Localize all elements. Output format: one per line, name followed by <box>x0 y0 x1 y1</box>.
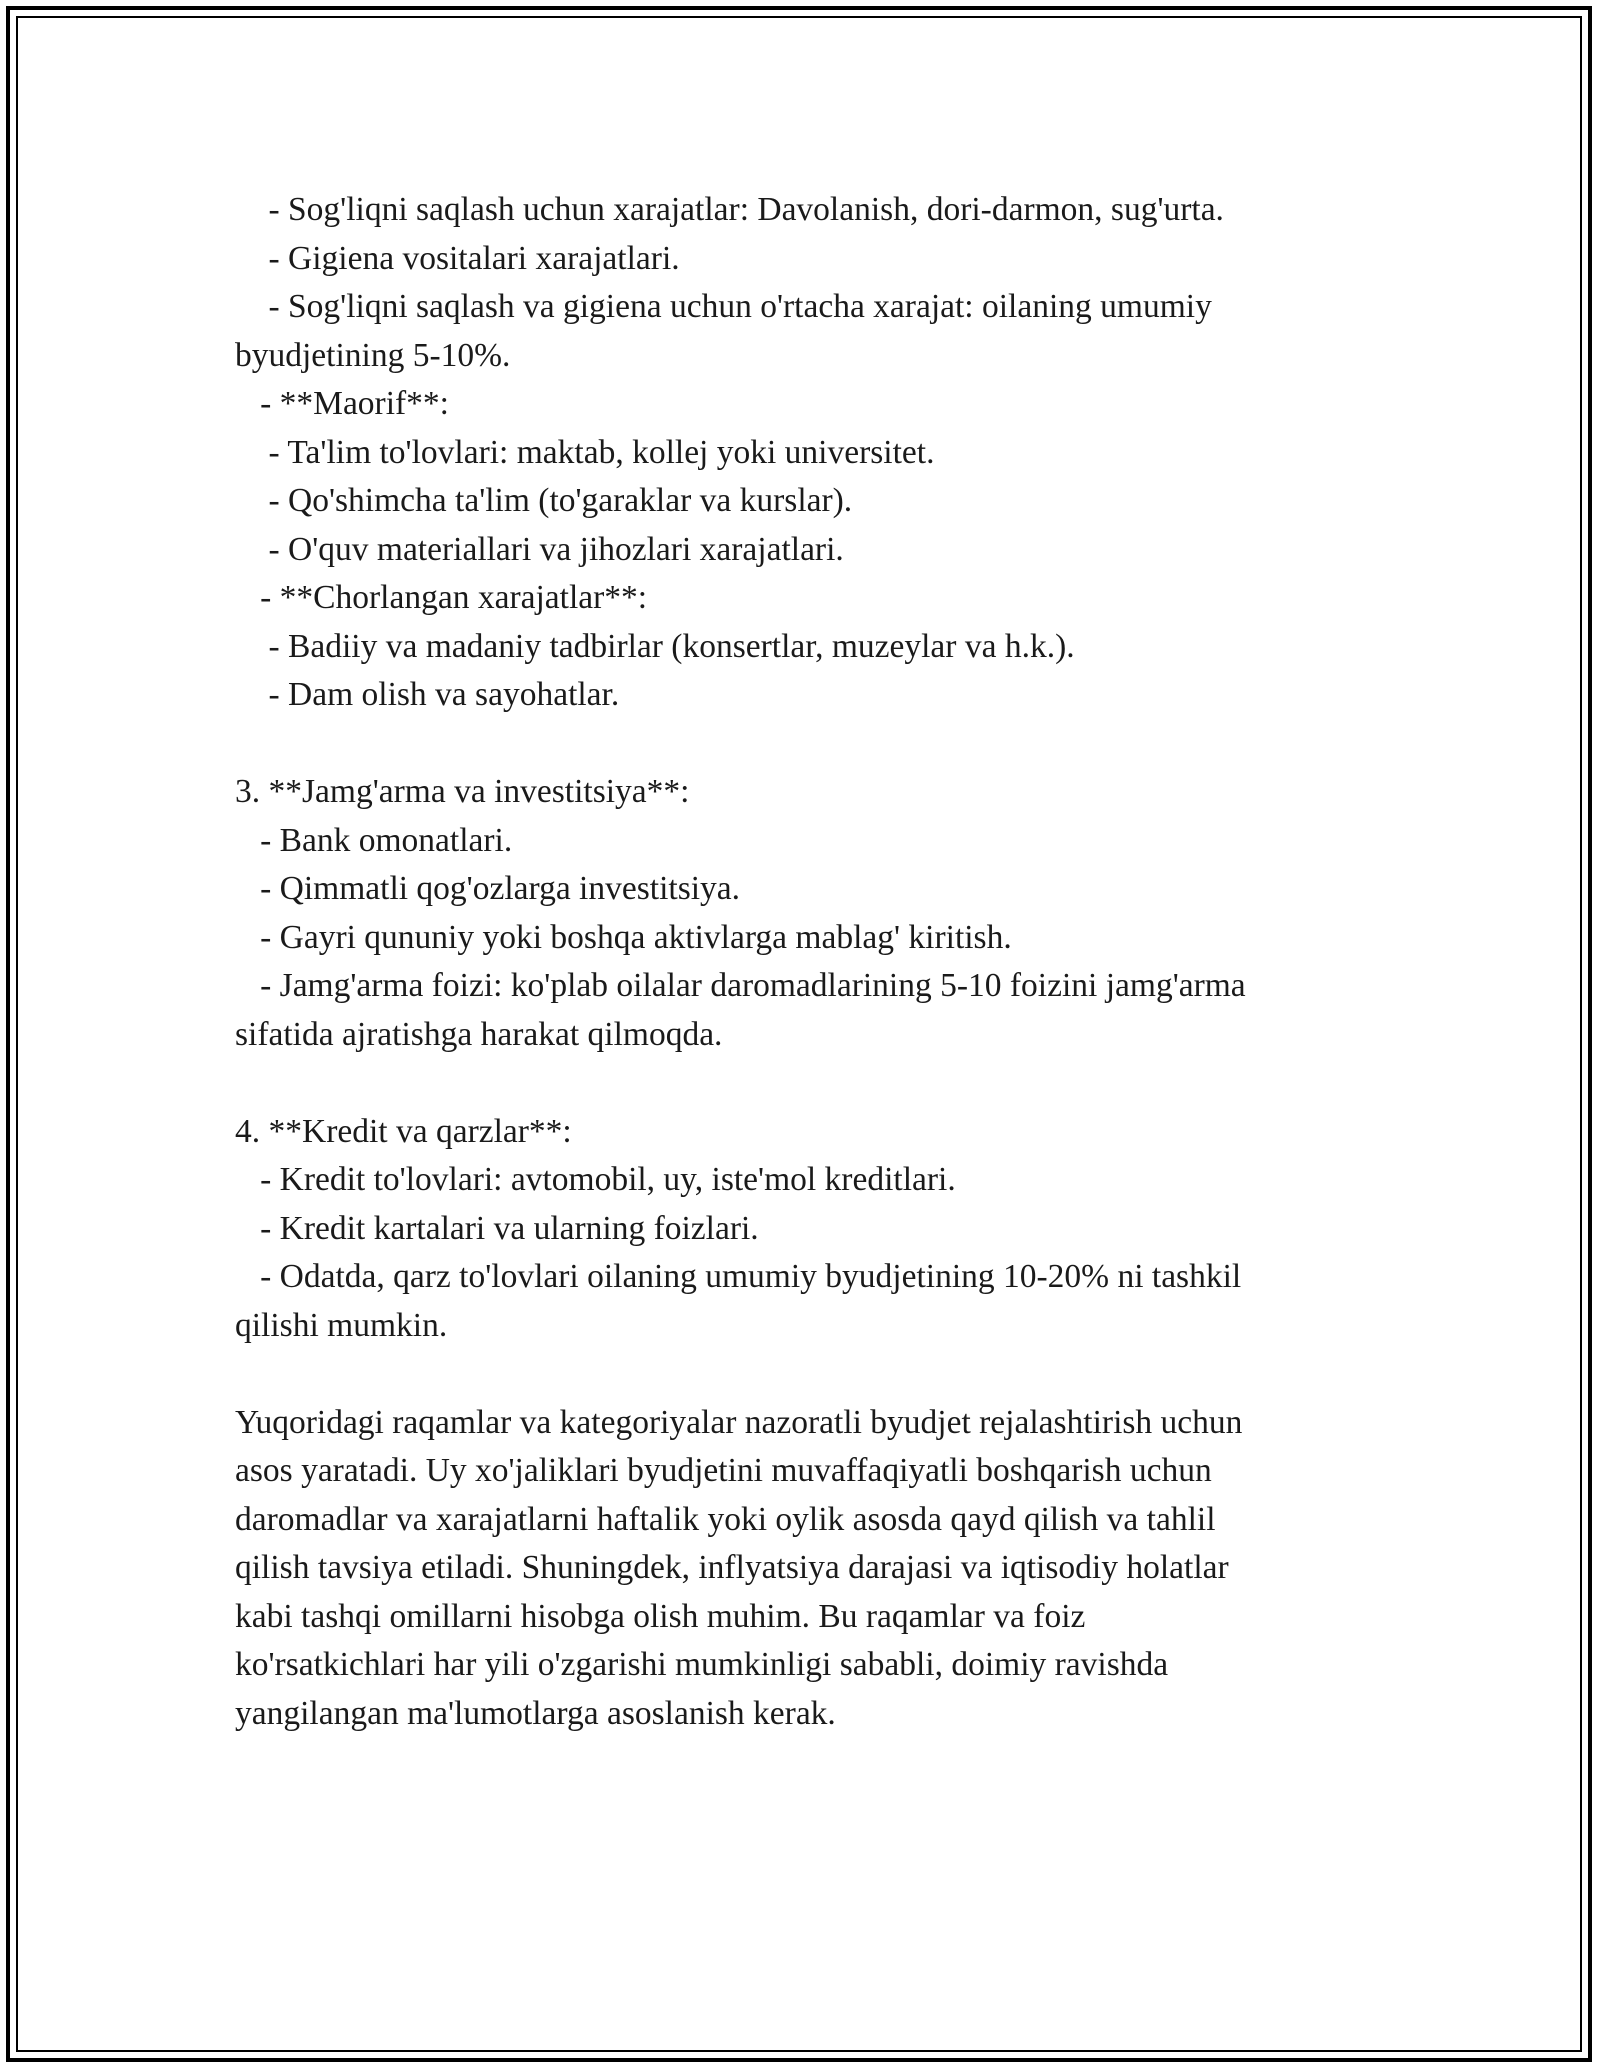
paragraph-line: daromadlar va xarajatlarni haftalik yoki oylik asosda qayd qilish va tahlil <box>235 1500 1216 1538</box>
paragraph-line: ko'rsatkichlari har yili o'zgarishi mumkinligi sababli, doimiy ravishda <box>235 1646 1169 1683</box>
text-line: - Sog'liqni saqlash uchun xarajatlar: Davolanish, dori-darmon, sug'urta. <box>235 191 1224 228</box>
paragraph-line: qilish tavsiya etiladi. Shuningdek, inflyatsiya darajasi va iqtisodiy holatlar <box>235 1549 1229 1586</box>
section-heading: - **Chorlangan xarajatlar**: <box>235 579 648 616</box>
blank-line <box>235 720 1365 769</box>
text-line: byudjetining 5-10%. <box>235 336 511 374</box>
text-line: - Gigiena vositalari xarajatlari. <box>235 239 680 277</box>
blank-line <box>235 1059 1365 1108</box>
text-line: - Odatda, qarz to'lovlari oilaning umumiy byudjetining 10-20% ni tashkil <box>235 1258 1242 1295</box>
text-line: - Kredit kartalari va ularning foizlari. <box>235 1209 759 1247</box>
text-line: - O'quv materiallari va jihozlari xarajatlari. <box>235 530 844 568</box>
paragraph-line: yangilangan ma'lumotlarga asoslanish kerak. <box>235 1694 836 1732</box>
text-line: - Gayri qununiy yoki boshqa aktivlarga mablag' kiritish. <box>235 918 1012 956</box>
text-line: - Badiiy va madaniy tadbirlar (konsertlar, muzeylar va h.k.). <box>235 627 1075 665</box>
text-line: sifatida ajratishga harakat qilmoqda. <box>235 1015 723 1053</box>
text-line: - Qimmatli qog'ozlarga investitsiya. <box>235 870 741 907</box>
text-line: - Kredit to'lovlari: avtomobil, uy, iste'mol kreditlari. <box>235 1161 956 1198</box>
section-heading: 4. **Kredit va qarzlar**: <box>235 1112 572 1150</box>
blank-line <box>235 1350 1365 1399</box>
section-heading: - **Maorif**: <box>235 385 449 422</box>
text-line: - Ta'lim to'lovlari: maktab, kollej yoki universitet. <box>235 433 935 471</box>
paragraph-line: asos yaratadi. Uy xo'jaliklari byudjetini muvaffaqiyatli boshqarish uchun <box>235 1452 1212 1489</box>
paragraph-line: kabi tashqi omillarni hisobga olish muhim. Bu raqamlar va foiz <box>235 1597 1086 1635</box>
text-line: - Bank omonatlari. <box>235 821 513 859</box>
document-body <box>235 186 1365 1738</box>
text-line: qilishi mumkin. <box>235 1306 448 1344</box>
text-line: - Qo'shimcha ta'lim (to'garaklar va kurslar). <box>235 482 853 519</box>
section-heading: 3. **Jamg'arma va investitsiya**: <box>235 773 690 810</box>
text-line: - Jamg'arma foizi: ko'plab oilalar daromadlarining 5-10 foizini jamg'arma <box>235 967 1246 1004</box>
text-line: - Dam olish va sayohatlar. <box>235 676 620 713</box>
paragraph-line: Yuqoridagi raqamlar va kategoriyalar nazoratli byudjet rejalashtirish uchun <box>235 1403 1243 1441</box>
text-line: - Sog'liqni saqlash va gigiena uchun o'rtacha xarajat: oilaning umumiy <box>235 288 1212 325</box>
